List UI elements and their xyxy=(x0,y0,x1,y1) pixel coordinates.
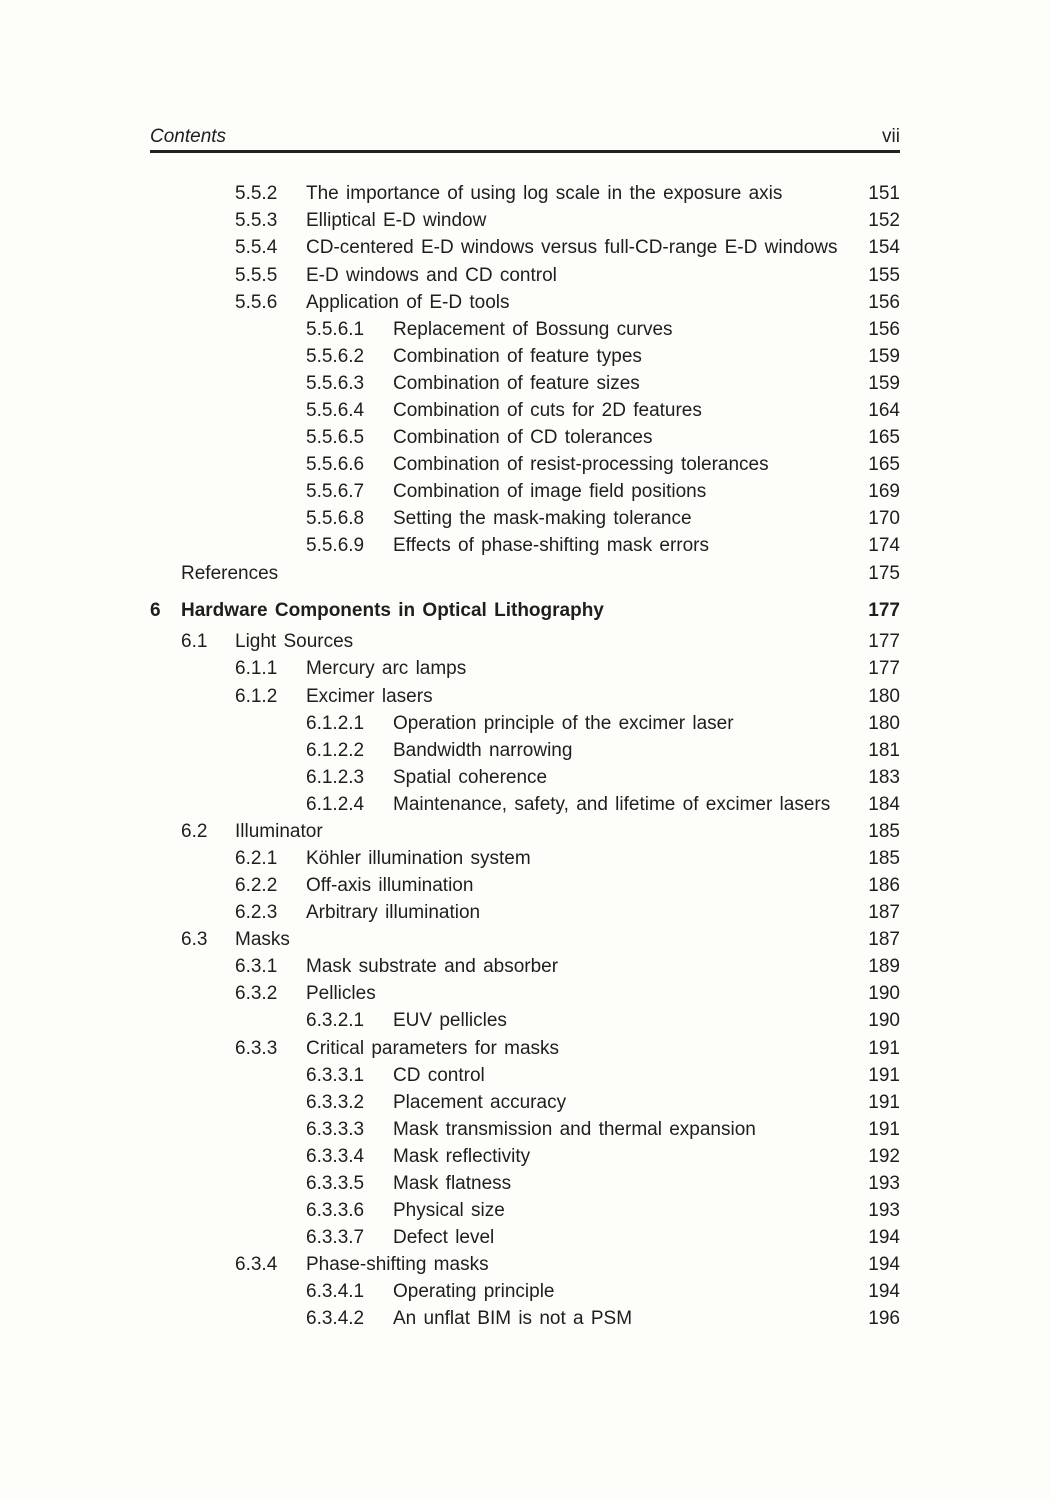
toc-entry-number: 5.5.6.4 xyxy=(306,400,365,421)
running-header-page-number: vii xyxy=(882,126,900,147)
toc-entry-title: Mask substrate and absorber xyxy=(306,956,559,977)
toc-entry-page: 185 xyxy=(868,821,900,842)
toc-entry-page: 187 xyxy=(868,902,900,923)
toc-entry-title: Elliptical E-D window xyxy=(306,210,487,231)
toc-entry-page: 180 xyxy=(868,713,900,734)
toc-entry-title: Combination of cuts for 2D features xyxy=(393,400,702,421)
toc-entry-number: 5.5.4 xyxy=(235,237,278,258)
toc-entry[interactable] xyxy=(0,712,1050,736)
toc-entry[interactable] xyxy=(0,685,1050,709)
toc-entry-number: 6.3.3 xyxy=(235,1038,278,1059)
toc-entry-number: 5.5.6.3 xyxy=(306,373,365,394)
toc-entry-title: Pellicles xyxy=(306,983,376,1004)
toc-entry[interactable] xyxy=(0,453,1050,477)
toc-entry-title: Masks xyxy=(235,929,290,950)
toc-entry[interactable] xyxy=(0,766,1050,790)
toc-entry-page: 152 xyxy=(868,210,900,231)
toc-entry-number: 6.3.3.5 xyxy=(306,1173,365,1194)
toc-entry-number: 6.2 xyxy=(181,821,208,842)
toc-entry-title: EUV pellicles xyxy=(393,1010,507,1031)
toc-entry[interactable] xyxy=(0,657,1050,681)
toc-chapter-entry[interactable] xyxy=(0,599,1050,623)
toc-entry[interactable] xyxy=(0,1199,1050,1223)
toc-entry-page: 185 xyxy=(868,848,900,869)
toc-entry-title: Critical parameters for masks xyxy=(306,1038,560,1059)
toc-entry-page: 165 xyxy=(868,427,900,448)
toc-entry-number: 5.5.6 xyxy=(235,292,278,313)
toc-entry-page: 175 xyxy=(868,563,900,584)
toc-entry-page: 187 xyxy=(868,929,900,950)
toc-entry[interactable] xyxy=(0,820,1050,844)
toc-entry-page: 156 xyxy=(868,319,900,340)
toc-entry-number: 5.5.6.6 xyxy=(306,454,365,475)
toc-entry[interactable] xyxy=(0,1226,1050,1250)
toc-entry-number: 6.1.2.3 xyxy=(306,767,365,788)
toc-entry-number: 6.1.2.4 xyxy=(306,794,365,815)
toc-entry[interactable] xyxy=(0,1037,1050,1061)
toc-entry-title: Combination of CD tolerances xyxy=(393,427,653,448)
toc-entry[interactable] xyxy=(0,1064,1050,1088)
toc-entry-number: 6.2.2 xyxy=(235,875,278,896)
toc-entry[interactable] xyxy=(0,982,1050,1006)
toc-entry-page: 190 xyxy=(868,983,900,1004)
toc-entry[interactable] xyxy=(0,182,1050,206)
toc-entry-number: 6.3.3.6 xyxy=(306,1200,365,1221)
toc-entry-title: An unflat BIM is not a PSM xyxy=(393,1308,633,1329)
toc-entry[interactable] xyxy=(0,928,1050,952)
toc-entry[interactable] xyxy=(0,264,1050,288)
running-header-title: Contents xyxy=(150,126,227,147)
toc-entry[interactable] xyxy=(0,209,1050,233)
toc-entry-title: Phase-shifting masks xyxy=(306,1254,489,1275)
toc-entry-title: CD-centered E-D windows versus full-CD-range E-D windows xyxy=(306,237,838,258)
toc-entry[interactable] xyxy=(0,1253,1050,1277)
toc-entry-page: 159 xyxy=(868,373,900,394)
header-rule xyxy=(150,150,900,153)
toc-entry-title: E-D windows and CD control xyxy=(306,265,557,286)
toc-entry-number: 6.1.2.1 xyxy=(306,713,365,734)
toc-entry[interactable] xyxy=(0,1091,1050,1115)
toc-entry[interactable] xyxy=(0,1280,1050,1304)
toc-entry[interactable] xyxy=(0,236,1050,260)
toc-entry-page: 193 xyxy=(868,1200,900,1221)
toc-entry-page: 177 xyxy=(868,600,900,621)
toc-entry-title: Application of E-D tools xyxy=(306,292,510,313)
toc-entry-page: 169 xyxy=(868,481,900,502)
toc-entry-title: Mercury arc lamps xyxy=(306,658,467,679)
toc-entry[interactable] xyxy=(0,291,1050,315)
toc-entry-title: Defect level xyxy=(393,1227,495,1248)
toc-entry-page: 193 xyxy=(868,1173,900,1194)
toc-entry-number: 5.5.6.2 xyxy=(306,346,365,367)
toc-entry-page: 189 xyxy=(868,956,900,977)
toc-entry[interactable] xyxy=(0,426,1050,450)
toc-entry-title: Mask flatness xyxy=(393,1173,512,1194)
toc-entry[interactable] xyxy=(0,345,1050,369)
toc-entry-title: Operation principle of the excimer laser xyxy=(393,713,734,734)
toc-entry-title: Mask transmission and thermal expansion xyxy=(393,1119,756,1140)
toc-entry-title: Excimer lasers xyxy=(306,686,433,707)
toc-entry-number: 6.3.3.1 xyxy=(306,1065,365,1086)
toc-entry-title: Combination of feature types xyxy=(393,346,642,367)
toc-entry-page: 159 xyxy=(868,346,900,367)
toc-entry-number: 6.3.3.7 xyxy=(306,1227,365,1248)
toc-entry-title: Mask reflectivity xyxy=(393,1146,531,1167)
toc-entry-number: 6.2.3 xyxy=(235,902,278,923)
toc-entry[interactable] xyxy=(0,1172,1050,1196)
toc-entry-number: 5.5.2 xyxy=(235,183,278,204)
toc-entry-page: 194 xyxy=(868,1254,900,1275)
toc-entry-number: 5.5.3 xyxy=(235,210,278,231)
toc-entry-page: 190 xyxy=(868,1010,900,1031)
toc-entry-page: 184 xyxy=(868,794,900,815)
toc-entry-title: Combination of feature sizes xyxy=(393,373,640,394)
toc-entry-title: CD control xyxy=(393,1065,485,1086)
toc-entry-page: 174 xyxy=(868,535,900,556)
toc-entry-number: 5.5.6.9 xyxy=(306,535,365,556)
toc-entry[interactable] xyxy=(0,955,1050,979)
toc-entry-number: 6.3.4.1 xyxy=(306,1281,365,1302)
toc-entry[interactable] xyxy=(0,847,1050,871)
toc-entry-page: 191 xyxy=(868,1119,900,1140)
toc-entry-page: 177 xyxy=(868,631,900,652)
toc-entry-title: Combination of resist-processing tolerances xyxy=(393,454,769,475)
toc-entry-number: 6.3.1 xyxy=(235,956,278,977)
toc-entry[interactable] xyxy=(0,901,1050,925)
toc-entry-number: 5.5.6.7 xyxy=(306,481,365,502)
toc-entry-page: 186 xyxy=(868,875,900,896)
toc-entry-number: 6.3.3.4 xyxy=(306,1146,365,1167)
toc-entry-title: Light Sources xyxy=(235,631,354,652)
toc-entry-number: 6 xyxy=(150,600,161,621)
toc-entry-page: 177 xyxy=(868,658,900,679)
toc-entry-title: Placement accuracy xyxy=(393,1092,567,1113)
toc-entry-title: Operating principle xyxy=(393,1281,555,1302)
toc-entry-page: 156 xyxy=(868,292,900,313)
toc-entry-title: Setting the mask-making tolerance xyxy=(393,508,692,529)
toc-entry[interactable] xyxy=(0,874,1050,898)
toc-entry-number: 5.5.5 xyxy=(235,265,278,286)
toc-entry-number: 6.1 xyxy=(181,631,208,652)
toc-entry-page: 154 xyxy=(868,237,900,258)
toc-entry-page: 165 xyxy=(868,454,900,475)
toc-entry[interactable] xyxy=(0,318,1050,342)
toc-entry-title: Off-axis illumination xyxy=(306,875,474,896)
toc-entry-title: Bandwidth narrowing xyxy=(393,740,573,761)
toc-entry-title: Arbitrary illumination xyxy=(306,902,481,923)
toc-entry[interactable] xyxy=(0,562,1050,586)
toc-entry[interactable] xyxy=(0,1307,1050,1331)
toc-entry[interactable] xyxy=(0,1118,1050,1142)
toc-entry-page: 196 xyxy=(868,1308,900,1329)
toc-entry-title: Köhler illumination system xyxy=(306,848,531,869)
toc-entry-number: 6.3 xyxy=(181,929,208,950)
toc-entry[interactable] xyxy=(0,1009,1050,1033)
toc-entry-title: Effects of phase-shifting mask errors xyxy=(393,535,709,556)
toc-entry[interactable] xyxy=(0,534,1050,558)
toc-entry-title: Hardware Components in Optical Lithography xyxy=(181,600,604,621)
toc-entry-number: 6.3.4.2 xyxy=(306,1308,365,1329)
toc-entry-number: 6.2.1 xyxy=(235,848,278,869)
toc-entry-page: 170 xyxy=(868,508,900,529)
toc-entry-page: 194 xyxy=(868,1281,900,1302)
toc-entry-title: Spatial coherence xyxy=(393,767,548,788)
toc-entry-page: 191 xyxy=(868,1092,900,1113)
toc-entry-number: 6.3.3.3 xyxy=(306,1119,365,1140)
toc-entry[interactable] xyxy=(0,739,1050,763)
toc-entry-title: Combination of image field positions xyxy=(393,481,707,502)
toc-entry[interactable] xyxy=(0,630,1050,654)
toc-entry[interactable] xyxy=(0,480,1050,504)
toc-entry[interactable] xyxy=(0,507,1050,531)
toc-entry-title: The importance of using log scale in the exposure axis xyxy=(306,183,783,204)
toc-entry[interactable] xyxy=(0,1145,1050,1169)
toc-entry-number: 6.1.1 xyxy=(235,658,278,679)
toc-entry-page: 180 xyxy=(868,686,900,707)
toc-entry-number: 5.5.6.5 xyxy=(306,427,365,448)
toc-entry-number: 6.1.2 xyxy=(235,686,278,707)
toc-entry-page: 183 xyxy=(868,767,900,788)
toc-entry-page: 194 xyxy=(868,1227,900,1248)
toc-entry[interactable] xyxy=(0,399,1050,423)
toc-entry-number: 5.5.6.1 xyxy=(306,319,365,340)
toc-entry-page: 164 xyxy=(868,400,900,421)
toc-entry-number: 6.3.3.2 xyxy=(306,1092,365,1113)
toc-entry-number: 6.3.2.1 xyxy=(306,1010,365,1031)
toc-entry-page: 151 xyxy=(868,183,900,204)
toc-entry-page: 191 xyxy=(868,1065,900,1086)
toc-entry-number: 6.3.4 xyxy=(235,1254,278,1275)
toc-entry-number: 5.5.6.8 xyxy=(306,508,365,529)
toc-entry[interactable] xyxy=(0,793,1050,817)
toc-entry-title: Physical size xyxy=(393,1200,505,1221)
toc-entry-number: 6.3.2 xyxy=(235,983,278,1004)
toc-entry-title: References xyxy=(181,563,279,584)
toc-entry-page: 155 xyxy=(868,265,900,286)
toc-entry-page: 181 xyxy=(868,740,900,761)
toc-entry-title: Replacement of Bossung curves xyxy=(393,319,673,340)
toc-entry-number: 6.1.2.2 xyxy=(306,740,365,761)
toc-entry-page: 192 xyxy=(868,1146,900,1167)
toc-entry-title: Illuminator xyxy=(235,821,323,842)
toc-entry-title: Maintenance, safety, and lifetime of excimer lasers xyxy=(393,794,831,815)
toc-entry[interactable] xyxy=(0,372,1050,396)
toc-entry-page: 191 xyxy=(868,1038,900,1059)
